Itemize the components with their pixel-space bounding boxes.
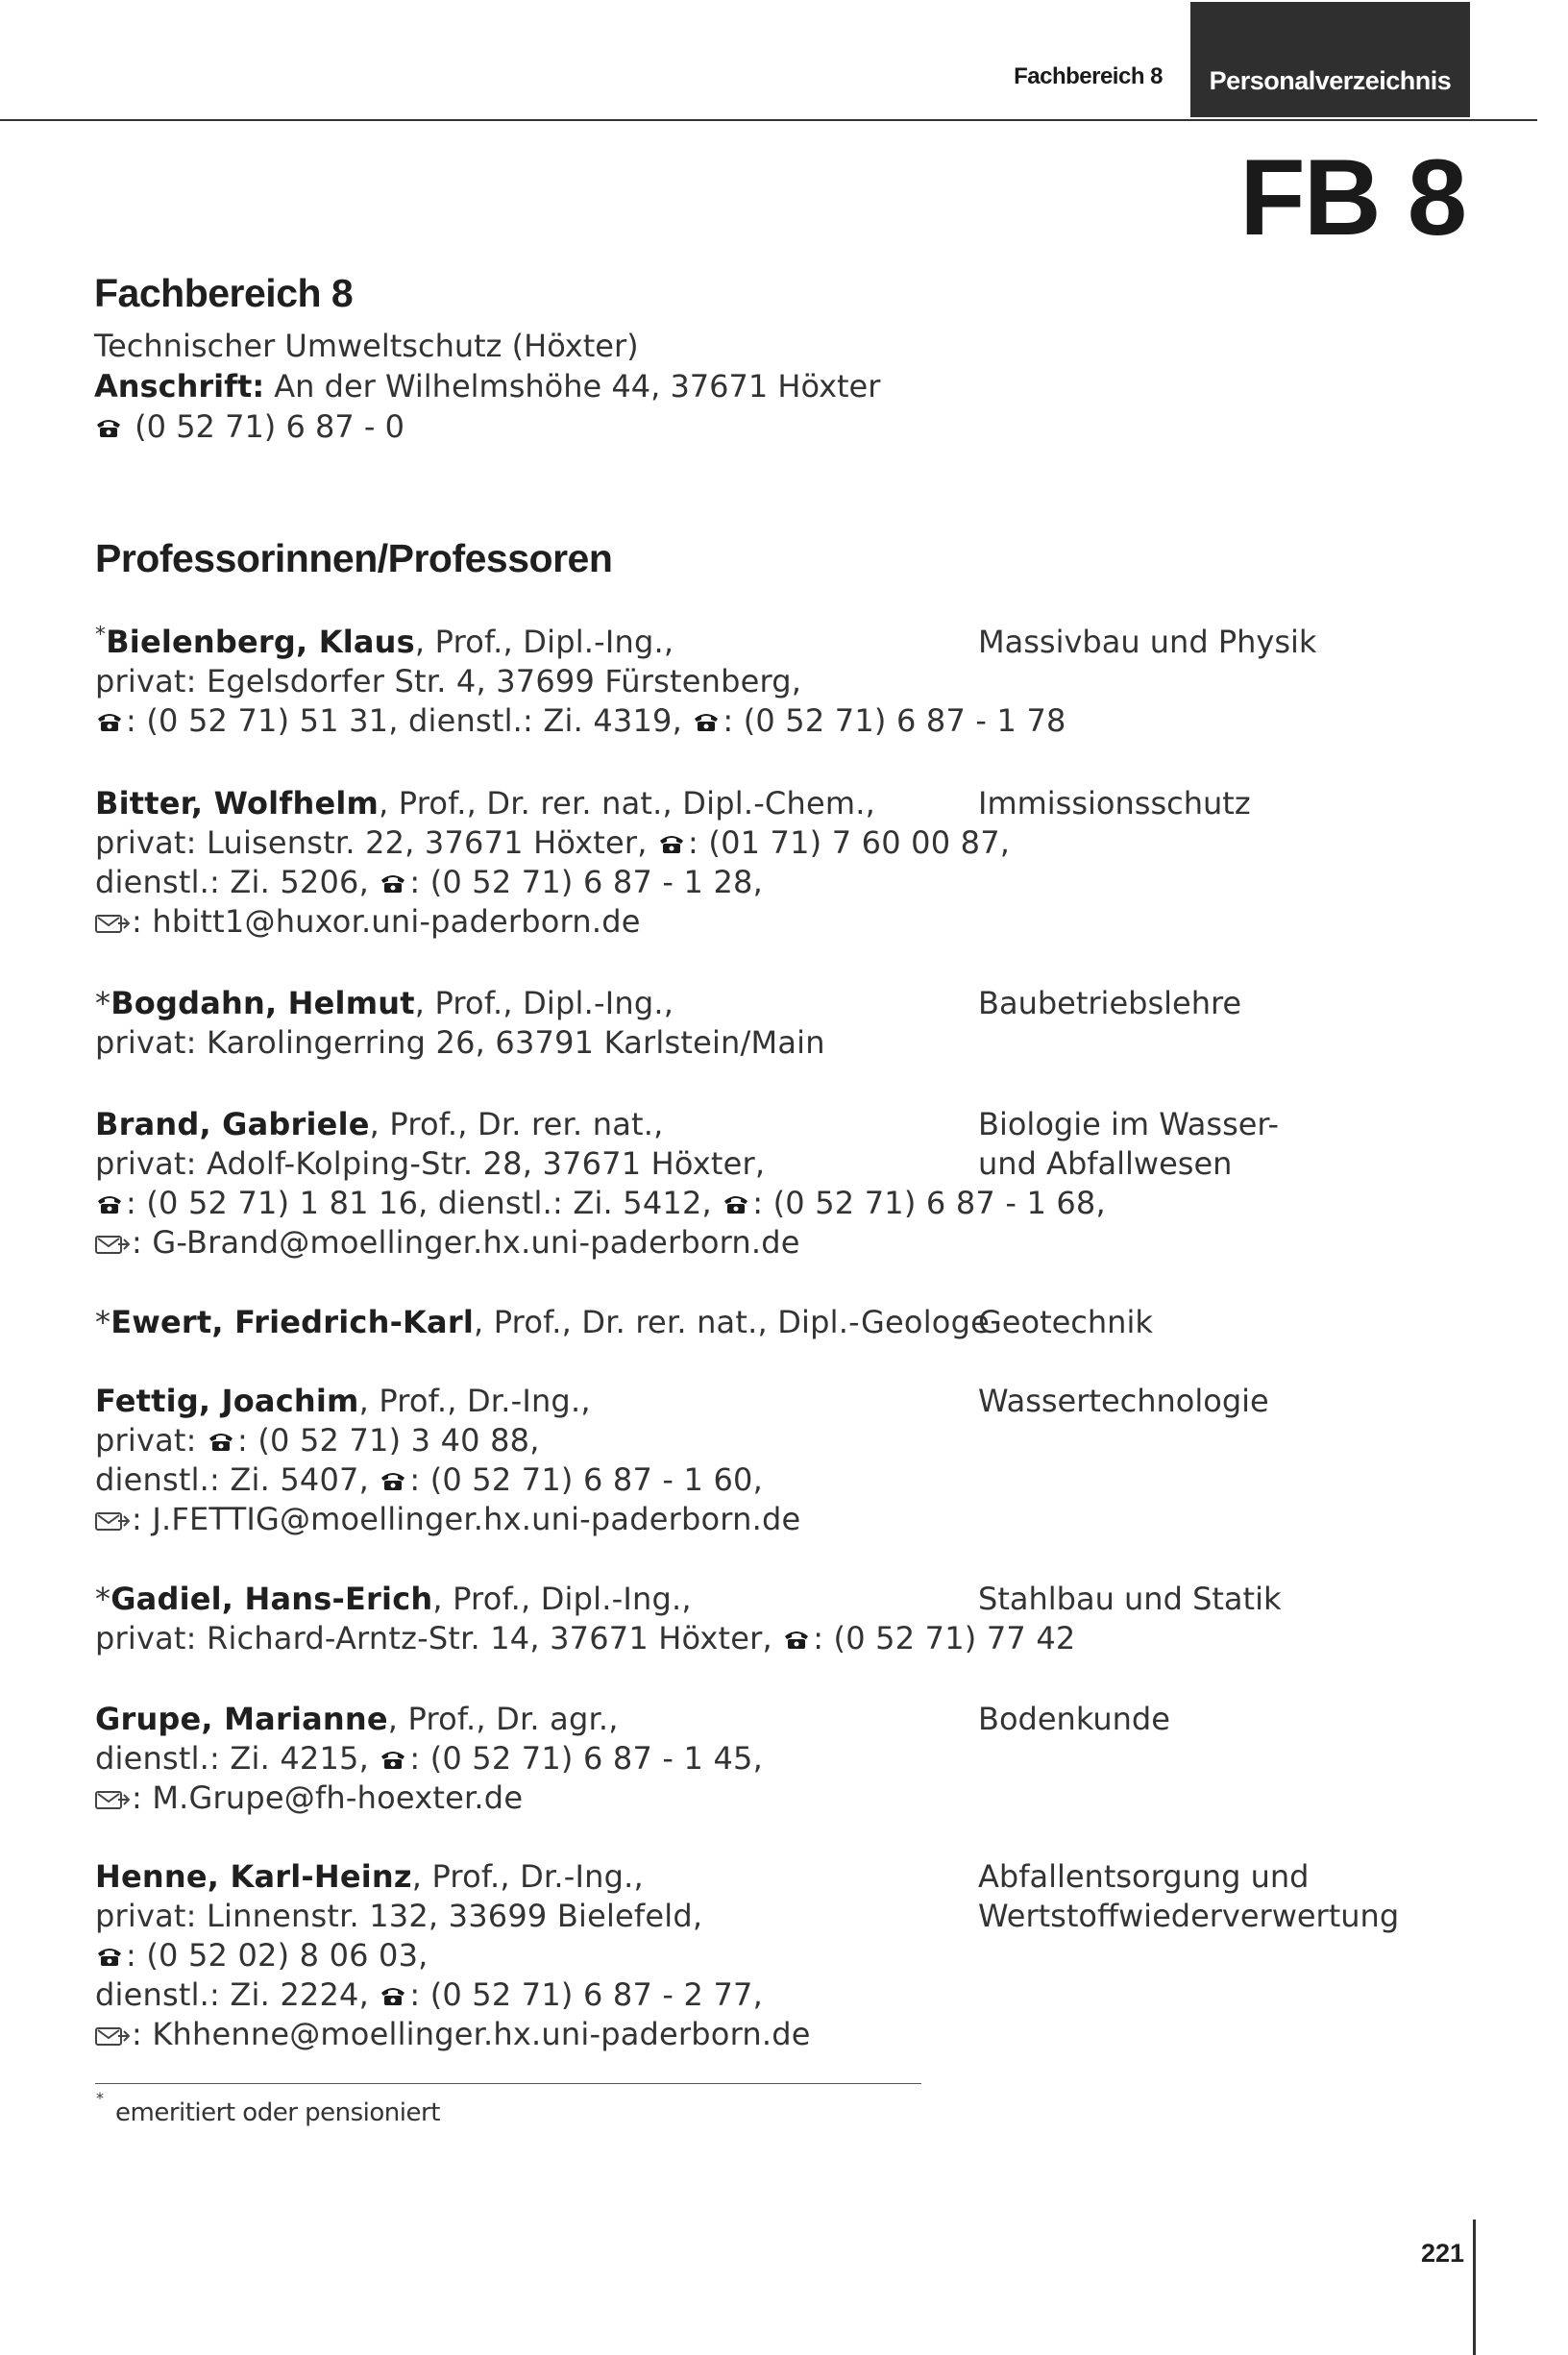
emeritus-mark: * [95, 1304, 111, 1340]
person-name: Henne, Karl-Heinz [95, 1858, 412, 1895]
private-address: privat: Richard-Arntz-Str. 14, 37671 Höxter, [95, 1620, 783, 1656]
person-title: , Prof., Dipl.-Ing., [414, 985, 674, 1021]
contact-text: : (0 52 71) 51 31, dienstl.: Zi. 4319, [126, 702, 693, 739]
person-name: Bogdahn, Helmut [110, 985, 415, 1021]
private-address: privat: Karolingerring 26, 63791 Karlstein/Main [95, 1024, 825, 1061]
private-phone: : (0 52 02) 8 06 03, [126, 1937, 429, 1974]
email-address[interactable]: : Khhenne@moellinger.hx.uni-paderborn.de [132, 2016, 811, 2052]
field-line: Biologie im Wasser- [978, 1106, 1280, 1142]
person-title: , Prof., Dipl.-Ing., [414, 624, 674, 660]
email-icon [95, 1234, 130, 1255]
person-title: , Prof., Dr.-Ing., [358, 1383, 591, 1419]
office-room: dienstl.: Zi. 4215, [95, 1740, 380, 1777]
email-icon [95, 913, 130, 934]
private-phone: : (0 52 71) 3 40 88, [237, 1422, 540, 1459]
field-of-expertise: Immissionsschutz [978, 785, 1251, 822]
email-address[interactable]: : hbitt1@huxor.uni-paderborn.de [132, 903, 641, 940]
phone-icon [95, 1946, 124, 1967]
office-room: dienstl.: Zi. 5407, [95, 1461, 380, 1498]
phone-icon [692, 711, 721, 732]
private-address: privat: Adolf-Kolping-Str. 28, 37671 Höxter, [95, 1145, 766, 1182]
phone-icon [95, 711, 124, 732]
department-address [94, 366, 1055, 406]
emeritus-mark: * [95, 623, 107, 648]
private-phone: : (01 71) 7 60 00 87, [688, 824, 1011, 861]
page-number-rule [1473, 2220, 1476, 2355]
phone-icon [207, 1431, 235, 1452]
footnote-rule [95, 2083, 921, 2084]
field-of-expertise: Geotechnik [978, 1304, 1153, 1340]
section-badge: FB 8 [1239, 137, 1465, 258]
person-name: Grupe, Marianne [95, 1701, 388, 1737]
office-contact [95, 1975, 960, 2015]
field-of-expertise [978, 1105, 1478, 1184]
section-title: Professorinnen/Professoren [95, 536, 613, 580]
department-phone-number: (0 52 71) 6 87 - 0 [135, 408, 404, 445]
department-title: Fachbereich 8 [94, 271, 354, 315]
private-contact [95, 823, 1011, 863]
field-line: Wertstoffwiederverwertung [978, 1898, 1400, 1934]
phone-icon [379, 1985, 407, 2006]
person-name: Fettig, Joachim [95, 1383, 359, 1419]
emeritus-mark: * [95, 1581, 111, 1617]
office-phone: : (0 52 71) 6 87 - 1 28, [409, 864, 763, 900]
person-name: Gadiel, Hans-Erich [110, 1581, 433, 1617]
field-of-expertise [978, 1857, 1478, 1936]
contact-line [95, 701, 1066, 741]
office-room: dienstl.: Zi. 5206, [95, 864, 380, 900]
private-contact [95, 1619, 1076, 1658]
office-phone: : (0 52 71) 6 87 - 1 60, [409, 1461, 763, 1498]
person-title: , Prof., Dr. rer. nat., Dipl.-Geologe [474, 1304, 990, 1340]
email-address[interactable]: : M.Grupe@fh-hoexter.de [132, 1779, 524, 1816]
office-contact [95, 1460, 960, 1500]
person-title: , Prof., Dipl.-Ing., [432, 1581, 692, 1617]
phone-icon [379, 872, 407, 894]
email-icon [95, 2025, 130, 2047]
email-icon [95, 1510, 130, 1532]
phone-icon [95, 1193, 124, 1214]
person-name: Bielenberg, Klaus [106, 624, 415, 660]
private-label: privat: [95, 1422, 208, 1459]
private-address: privat: Linnenstr. 132, 33699 Bielefeld, [95, 1898, 703, 1934]
email-address[interactable]: : G-Brand@moellinger.hx.uni-paderborn.de [132, 1224, 800, 1261]
department-block [94, 271, 1055, 447]
phone-icon [782, 1629, 811, 1650]
field-of-expertise: Wassertechnologie [978, 1383, 1269, 1419]
office-phone: : (0 52 71) 6 87 - 1 78 [723, 702, 1066, 739]
phone-icon [379, 1749, 407, 1770]
footnote-text: emeritiert oder pensioniert [115, 2098, 440, 2127]
header-tab [1190, 2, 1470, 117]
department-subtitle: Technischer Umweltschutz (Höxter) [94, 328, 639, 364]
email-line [95, 902, 960, 942]
field-of-expertise: Massivbau und Physik [978, 624, 1317, 660]
address-label: Anschrift: [94, 368, 265, 405]
email-icon [95, 1789, 130, 1810]
email-line [95, 1223, 960, 1263]
field-of-expertise: Stahlbau und Statik [978, 1581, 1282, 1617]
page-number: 221 [1420, 2239, 1464, 2268]
private-phone: : (0 52 71) 77 42 [813, 1620, 1076, 1656]
office-phone: : (0 52 71) 6 87 - 2 77, [409, 1976, 763, 2013]
department-phone [94, 406, 1055, 447]
phone-icon [379, 1470, 407, 1491]
person-name: Ewert, Friedrich-Karl [110, 1304, 474, 1340]
contact-text: : (0 52 71) 1 81 16, dienstl.: Zi. 5412, [126, 1185, 723, 1221]
email-address[interactable]: : J.FETTIG@moellinger.hx.uni-paderborn.de [132, 1501, 801, 1537]
private-address: privat: Luisenstr. 22, 37671 Höxter, [95, 824, 658, 861]
contact-line [95, 1184, 1106, 1223]
phone-icon [657, 833, 686, 854]
field-of-expertise: Baubetriebslehre [978, 985, 1242, 1021]
phone-icon [94, 417, 123, 438]
footnote-mark: * [96, 2089, 104, 2107]
person-name: Brand, Gabriele [95, 1106, 370, 1142]
email-line [95, 2015, 960, 2054]
private-contact [95, 1421, 960, 1460]
private-contact [95, 1936, 960, 1975]
emeritus-mark: * [95, 985, 111, 1021]
person-title: , Prof., Dr. agr., [387, 1701, 619, 1737]
office-contact [95, 863, 960, 902]
person-title: , Prof., Dr. rer. nat., Dipl.-Chem., [379, 785, 875, 822]
field-of-expertise: Bodenkunde [978, 1701, 1170, 1737]
private-address: privat: Egelsdorfer Str. 4, 37699 Fürstenberg, [95, 663, 802, 699]
office-phone: : (0 52 71) 6 87 - 1 68, [752, 1185, 1106, 1221]
email-line [95, 1500, 960, 1539]
person-title: , Prof., Dr.-Ing., [411, 1858, 644, 1895]
office-room: dienstl.: Zi. 2224, [95, 1976, 380, 2013]
email-line [95, 1779, 960, 1818]
field-line: Abfallentsorgung und [978, 1858, 1310, 1895]
header-rule [0, 119, 1537, 121]
header-section-label: Fachbereich 8 [1014, 63, 1163, 89]
office-phone: : (0 52 71) 6 87 - 1 45, [409, 1740, 763, 1777]
field-line: und Abfallwesen [978, 1145, 1233, 1182]
office-contact [95, 1739, 960, 1779]
address-text: An der Wilhelmshöhe 44, 37671 Höxter [264, 368, 881, 405]
person-name: Bitter, Wolfhelm [95, 785, 380, 822]
person-title: , Prof., Dr. rer. nat., [369, 1106, 664, 1142]
header-tab-label: Personalverzeichnis [1209, 66, 1452, 95]
phone-icon [722, 1193, 750, 1214]
